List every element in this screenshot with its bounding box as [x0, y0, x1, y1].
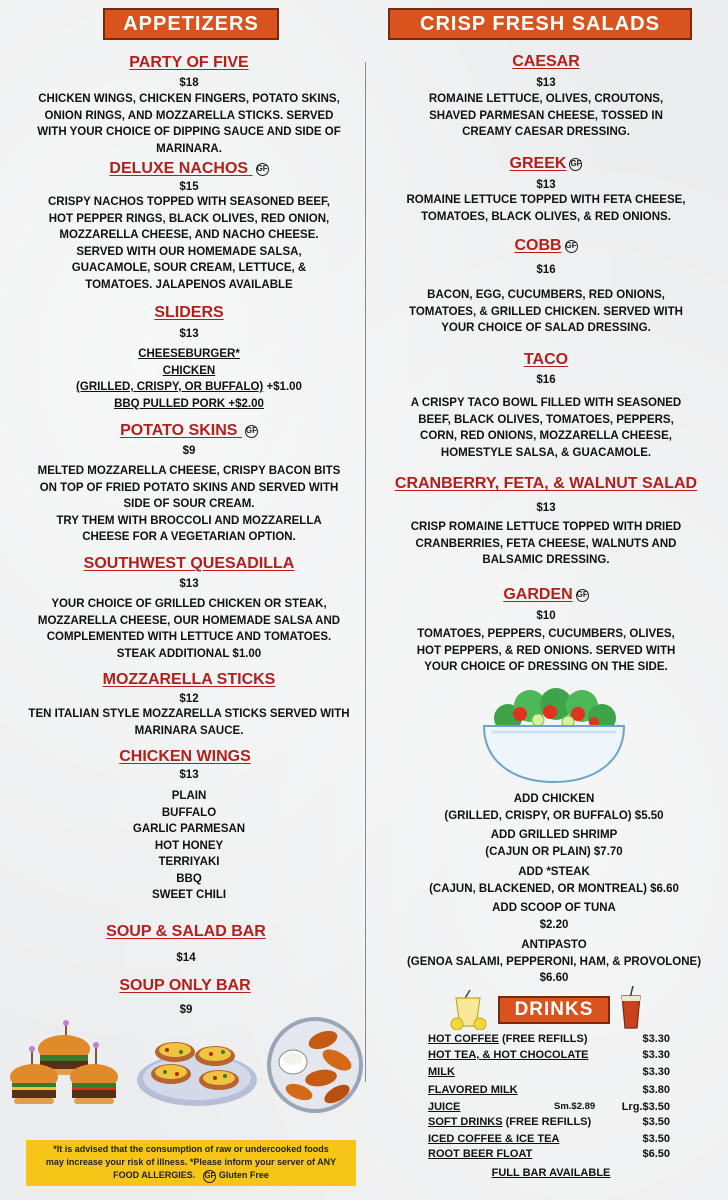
salads-heading: CRISP FRESH SALADS	[420, 12, 660, 35]
salads-banner	[388, 8, 692, 40]
drink-row: HOT COFFEE (FREE REFILLS) $3.30	[428, 1033, 670, 1045]
taco-desc: A CRISPY TACO BOWL FILLED WITH SEASONED BEEF, BLACK OLIVES, TOMATOES, PEPPERS, CORN, RED ONIONS, MOZZARELLA CHEESE, HOMESTYLE SALSA, & GUACAMOLE.	[410, 397, 682, 459]
chicken-wings-title: CHICKEN WINGS	[119, 748, 251, 765]
soup-salad-bar-title: SOUP & SALAD BAR	[106, 923, 266, 940]
gluten-free-icon: GF	[256, 163, 269, 176]
cranberry-title: CRANBERRY, FETA, & WALNUT SALAD	[394, 475, 698, 492]
drink-row: JUICE Sm.$2.89 Lrg.$3.50	[428, 1101, 670, 1113]
add-chicken: ADD CHICKEN (GRILLED, CRISPY, OR BUFFALO) $5.50	[444, 793, 664, 822]
garden-price: $10	[536, 610, 556, 622]
taco-price: $16	[536, 374, 556, 386]
cranberry-desc: CRISP ROMAINE LETTUCE TOPPED WITH DRIED CRANBERRIES, FETA CHEESE, WALNUTS AND BALSAMIC DRESSING.	[410, 521, 682, 566]
soup-only-bar-price: $9	[179, 1004, 193, 1016]
gluten-free-icon: GF	[245, 425, 258, 438]
drink-row: HOT TEA, & HOT CHOCOLATE $3.30	[428, 1049, 670, 1061]
party-of-five-title: PARTY OF FIVE	[129, 54, 249, 71]
sliders-title: SLIDERS	[154, 304, 224, 321]
drink-row: FLAVORED MILK $3.80	[428, 1084, 670, 1096]
add-tuna: ADD SCOOP OF TUNA $2.20	[492, 902, 616, 931]
drink-row: MILK $3.30	[428, 1066, 670, 1078]
caesar-desc: ROMAINE LETTUCE, OLIVES, CROUTONS, SHAVED PARMESAN CHEESE, TOSSED IN CREAMY CAESAR DRESSING.	[428, 93, 664, 138]
gluten-free-icon: GF	[569, 158, 582, 171]
add-shrimp: ADD GRILLED SHRIMP (CAJUN OR PLAIN) $7.70	[485, 829, 623, 858]
chicken-wings-flavors: PLAIN BUFFALO GARLIC PARMESAN HOT HONEY TERRIYAKI BBQ SWEET CHILI	[132, 790, 246, 901]
party-of-five-desc: CHICKEN WINGS, CHICKEN FINGERS, POTATO SKINS, ONION RINGS, AND MOZZARELLA STICKS. SERVED WITH YOUR CHOICE OF DIPPING SAUCE AND SIDE OF MARINARA.	[37, 93, 341, 155]
party-of-five-price: $18	[179, 77, 199, 89]
quesadilla-title: SOUTHWEST QUESADILLA	[83, 555, 295, 572]
potato-skins-image	[135, 1030, 259, 1110]
cobb-title: COBB GF	[514, 237, 577, 254]
appetizers-heading: APPETIZERS	[123, 12, 259, 35]
garden-title: GARDEN GF	[503, 586, 588, 603]
appetizers-banner	[103, 8, 279, 40]
drink-row: ICED COFFEE & ICE TEA $3.50	[428, 1133, 670, 1145]
quesadilla-price: $13	[179, 578, 199, 590]
greek-desc: ROMAINE LETTUCE TOPPED WITH FETA CHEESE, TOMATOES, BLACK OLIVES, & RED ONIONS.	[406, 194, 686, 223]
cobb-desc: BACON, EGG, CUCUMBERS, RED ONIONS, TOMATOES, & GRILLED CHICKEN. SERVED WITH YOUR CHOICE OF SALAD DRESSING.	[409, 289, 683, 334]
greek-price: $13	[536, 179, 556, 191]
drinks-heading: DRINKS	[514, 999, 594, 1020]
antipasto: ANTIPASTO (GENOA SALAMI, PEPPERONI, HAM, & PROVOLONE) $6.60	[406, 939, 702, 984]
drink-row: SOFT DRINKS (FREE REFILLS) $3.50	[428, 1116, 670, 1128]
gluten-free-label: Gluten Free	[218, 1170, 269, 1180]
gluten-free-icon: GF	[203, 1170, 216, 1183]
gluten-free-icon: GF	[565, 240, 578, 253]
deluxe-nachos-title: DELUXE NACHOS GF	[109, 160, 268, 177]
quesadilla-desc: YOUR CHOICE OF GRILLED CHICKEN OR STEAK, MOZZARELLA CHEESE, OUR HOMEMADE SALSA AND COMPLEMENTED WITH LETTUCE AND TOMATOES. STEAK ADDITIONAL $1.00	[37, 598, 341, 660]
sliders-image	[4, 1015, 126, 1115]
potato-skins-title: POTATO SKINS GF	[120, 422, 257, 439]
caesar-title: CAESAR	[512, 53, 580, 70]
gluten-free-icon: GF	[576, 589, 589, 602]
soda-icon	[618, 984, 644, 1030]
caesar-price: $13	[536, 77, 556, 89]
drink-row: ROOT BEER FLOAT $6.50	[428, 1148, 670, 1160]
salad-bowl-image	[478, 684, 630, 786]
drinks-banner	[498, 996, 610, 1024]
mozzarella-sticks-desc: TEN ITALIAN STYLE MOZZARELLA STICKS SERVED WITH MARINARA SAUCE.	[28, 708, 350, 737]
cranberry-price: $13	[536, 502, 556, 514]
deluxe-nachos-price: $15	[179, 181, 199, 193]
mozzarella-sticks-price: $12	[179, 693, 199, 705]
taco-title: TACO	[523, 351, 569, 368]
greek-title: GREEK GF	[509, 155, 582, 172]
allergy-notice: *It is advised that the consumption of raw or undercooked foods may increase your risk of illness. *Please inform your server of ANY FOOD ALLERGIES. GF Gluten Free	[26, 1140, 356, 1186]
chicken-wings-price: $13	[179, 769, 199, 781]
soup-only-bar-title: SOUP ONLY BAR	[119, 977, 251, 994]
garden-desc: TOMATOES, PEPPERS, CUCUMBERS, OLIVES, HOT PEPPERS, & RED ONIONS. SERVED WITH YOUR CHOICE OF DRESSING ON THE SIDE.	[416, 628, 676, 673]
full-bar-available: FULL BAR AVAILABLE	[491, 1167, 611, 1179]
lemonade-icon	[448, 988, 488, 1030]
add-steak: ADD *STEAK (CAJUN, BLACKENED, OR MONTREAL) $6.60	[429, 866, 679, 895]
sliders-price: $13	[179, 328, 199, 340]
deluxe-nachos-desc: CRISPY NACHOS TOPPED WITH SEASONED BEEF, HOT PEPPER RINGS, BLACK OLIVES, RED ONION, MOZZARELLA CHEESE, AND NACHO CHEESE. SERVED WITH OUR HOMEMADE SALSA, GUACAMOLE, SOUR CREAM, LETTUCE, & TOMATOES. JALAPENOS AVAILABLE	[47, 196, 330, 291]
potato-skins-desc: MELTED MOZZARELLA CHEESE, CRISPY BACON BITS ON TOP OF FRIED POTATO SKINS AND SERVED WITH SIDE OF SOUR CREAM. TRY THEM WITH BROCCOLI AND MOZZARELLA CHEESE FOR A VEGETARIAN OPTION.	[37, 465, 341, 543]
chicken-wings-image	[265, 1016, 365, 1114]
potato-skins-price: $9	[182, 445, 196, 457]
sliders-options: CHEESEBURGER* CHICKEN (GRILLED, CRISPY, OR BUFFALO) +$1.00 BBQ PULLED PORK +$2.00	[76, 348, 302, 410]
soup-salad-bar-price: $14	[176, 952, 196, 964]
mozzarella-sticks-title: MOZZARELLA STICKS	[102, 671, 276, 688]
cobb-price: $16	[536, 264, 556, 276]
